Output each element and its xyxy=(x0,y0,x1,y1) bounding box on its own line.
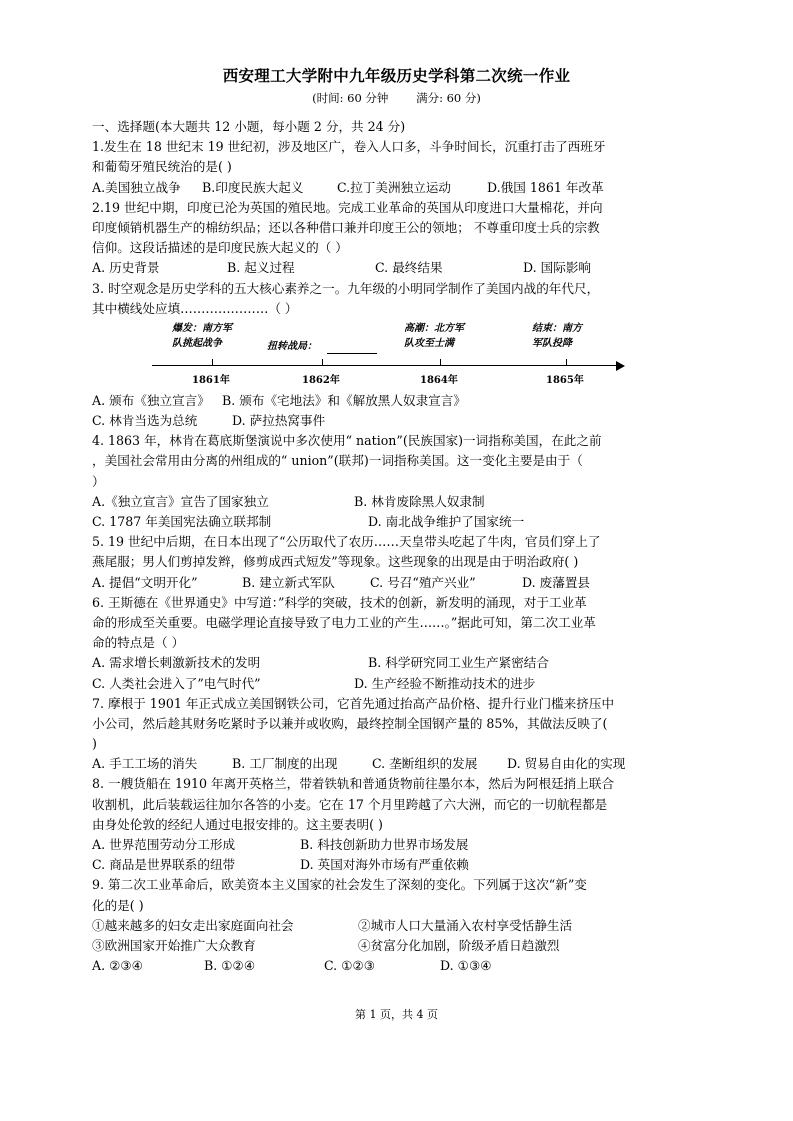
q9-item-3: ③欧洲国家开始推广大众教育 xyxy=(92,937,256,953)
timeline-year-1865: 1865年 xyxy=(546,374,584,386)
q9-options xyxy=(92,956,704,976)
q8-stem-line: 收割机，此后装载运往加尔各答的小麦。它在 17 个月里跨越了六大洲，而它的一切航程都是 xyxy=(92,796,608,812)
q9-option-a: A. ②③④ xyxy=(92,958,143,974)
q4-option-c: C. 1787 年美国宪法确立联邦制 xyxy=(92,514,272,529)
q7-stem-line: 小公司，然后趁其财务吃紧时予以兼并或收购，最终控制全国钢产量的 85%，其做法反映了( xyxy=(92,715,608,731)
q2-option-c: C. 最终结果 xyxy=(375,260,443,276)
q1-option-b: B.印度民族大起义 xyxy=(202,179,304,195)
q8-option-b: B. 科技创新助力世界市场发展 xyxy=(300,837,469,852)
q1-option-c: C.拉丁美洲独立运动 xyxy=(337,179,451,195)
q7-option-d: D. 贸易自由化的实现 xyxy=(507,756,626,772)
q5-option-d: D. 废藩置县 xyxy=(522,574,591,590)
q4-option-a: A.《独立宣言》宣告了国家独立 xyxy=(92,493,269,509)
q9-stem-line: 9. 第二次工业革命后，欧美资本主义国家的社会发生了深刻的变化。下列属于这次“新”变 xyxy=(92,877,587,893)
question-list xyxy=(92,117,704,976)
q5-options xyxy=(92,573,704,593)
q1-options xyxy=(92,178,704,198)
q9-item-1: ①越来越多的妇女走出家庭面向社会 xyxy=(92,917,294,933)
q1-stem-line: 和葡萄牙殖民统治的是( ) xyxy=(92,159,232,175)
timeline-year-1864: 1864年 xyxy=(420,374,458,386)
q5-stem-line: 5. 19 世纪中后期，在日本出现了“公历取代了农历……天皇带头吃起了牛肉，官员们穿上了 xyxy=(92,534,601,550)
timeline-label-turning: 扭转战局： xyxy=(267,340,317,352)
q1-option-a: A.美国独立战争 xyxy=(92,179,181,195)
full-score: 满分: 60 分) xyxy=(416,91,481,105)
q9-item-4: ④贫富分化加剧，阶级矛盾日趋激烈 xyxy=(358,937,560,953)
q8-option-c: C. 商品是世界联系的纽带 xyxy=(92,857,236,873)
q7-options xyxy=(92,754,704,774)
q3-option-b: B. 颁布《宅地法》和《解放黑人奴隶宣言》 xyxy=(222,392,466,408)
timeline-tick xyxy=(322,359,323,365)
q2-option-a: A. 历史背景 xyxy=(92,260,160,276)
q9-items-row2 xyxy=(92,936,704,956)
q8-options-row2 xyxy=(92,855,704,875)
q4-option-d: D. 南北战争维护了国家统一 xyxy=(368,514,525,529)
q6-stem-line: 6. 王斯德在《世界通史》中写道：”科学的突破，技术的创新，新发明的涌现，对于工业革 xyxy=(92,594,587,610)
q3-option-c: C. 林肯当选为总统 xyxy=(92,413,198,429)
timeline-blank-line xyxy=(327,353,377,354)
q6-option-b: B. 科学研究同工业生产紧密结合 xyxy=(368,655,549,671)
timeline-label-outbreak-1: 爆发：南方军 xyxy=(172,322,232,334)
q3-options-row2 xyxy=(92,411,704,431)
q2-option-d: D. 国际影响 xyxy=(523,260,592,276)
q4-options-row2 xyxy=(92,512,704,532)
q1-stem-line: 1.发生在 18 世纪末 19 世纪初，涉及地区广，卷入人口多，斗争时间长，沉重打击了西班牙 xyxy=(92,139,606,155)
q3-stem-line: 3. 时空观念是历史学科的五大核心素养之一。九年级的小明同学制作了美国内战的年代尺， xyxy=(92,280,600,296)
q5-stem-line: 燕尾服；男人们剪掉发辫，修剪成西式短发”等现象。这些现象的出现是由于明治政府( ) xyxy=(92,554,579,570)
timeline-label-end-2: 军队投降 xyxy=(532,337,572,349)
q2-stem-line: 印度倾销机器生产的棉纺织品；还以各种借口兼并印度王公的领地； 不尊重印度士兵的宗教 xyxy=(92,219,600,235)
q5-option-b: B. 建立新式军队 xyxy=(242,574,335,590)
q9-items-row1 xyxy=(92,916,704,936)
q4-stem-line: ） xyxy=(92,473,105,489)
q6-option-d: D. 生产经验不断推动技术的进步 xyxy=(354,675,536,691)
timeline-tick xyxy=(212,359,213,365)
timeline-label-end-1: 结束：南方 xyxy=(532,322,582,334)
q9-stem-line: 化的是( ) xyxy=(92,897,144,913)
q7-stem-line: ) xyxy=(92,736,97,752)
q7-option-a: A. 手工工场的消失 xyxy=(92,756,198,772)
q2-stem-line: 信仰。这段话描述的是印度民族大起义的（ ） xyxy=(92,240,348,256)
timeline-label-outbreak-2: 队挑起战争 xyxy=(172,337,222,349)
time-limit: (时间: 60 分钟 xyxy=(312,91,389,105)
timeline-label-climax-2: 队攻至士满 xyxy=(404,337,454,349)
timeline-tick xyxy=(440,359,441,365)
q6-stem-line: 命的特点是（ ） xyxy=(92,635,185,651)
timeline-year-1862: 1862年 xyxy=(302,374,340,386)
exam-info xyxy=(0,90,793,106)
section-heading: 一、选择题(本大题共 12 小题，每小题 2 分，共 24 分) xyxy=(92,119,406,134)
page-number: 第 1 页，共 4 页 xyxy=(355,1008,438,1021)
q6-option-c: C. 人类社会进入了”电气时代” xyxy=(92,675,261,691)
q4-options-row1 xyxy=(92,492,704,512)
q6-option-a: A. 需求增长刺激新技术的发明 xyxy=(92,655,261,671)
q4-option-b: B. 林肯废除黑人奴隶制 xyxy=(354,493,485,509)
q5-option-c: C. 号召“殖产兴业” xyxy=(370,574,476,590)
timeline-year-1861: 1861年 xyxy=(192,374,230,386)
q4-stem-line: ，美国社会常用由分离的州组成的“ union”(联邦)一词指称美国。这一变化主要是由于（ xyxy=(92,453,583,469)
timeline-tick xyxy=(566,359,567,365)
q7-option-c: C. 垄断组织的发展 xyxy=(372,756,478,772)
q8-stem-line: 8. 一艘货船在 1910 年离开英格兰，带着铁轨和普通货物前往墨尔本，然后为阿根廷捎上联合 xyxy=(92,776,615,792)
q6-options-row2 xyxy=(92,674,704,694)
page-title: 西安理工大学附中九年级历史学科第二次统一作业 xyxy=(222,66,571,85)
q9-item-2: ②城市人口大量涌入农村享受恬静生活 xyxy=(358,917,573,933)
q5-option-a: A. 提倡“文明开化” xyxy=(92,574,198,590)
q7-option-b: B. 工厂制度的出现 xyxy=(232,756,338,772)
q2-stem-line: 2.19 世纪中期，印度已沦为英国的殖民地。完成工业革命的英国从印度进口大量棉花，并向 xyxy=(92,199,603,215)
q3-stem-line: 其中横线处应填…………………（ ） xyxy=(92,300,298,316)
q9-option-b: B. ①②④ xyxy=(204,958,256,974)
q8-options-row1 xyxy=(92,835,704,855)
q3-option-d: D. 萨拉热窝事件 xyxy=(232,413,326,429)
q7-stem-line: 7. 摩根于 1901 年正式成立美国钢铁公司，它首先通过抬高产品价格、提升行业门槛来挤压中 xyxy=(92,695,615,711)
timeline-label-climax-1: 高潮：北方军 xyxy=(404,322,464,334)
q6-options-row1 xyxy=(92,653,704,673)
q8-option-a: A. 世界范围劳动分工形成 xyxy=(92,837,236,852)
q3-option-a: A. 颁布《独立宣言》 xyxy=(92,392,210,408)
q8-stem-line: 由身处伦敦的经纪人通过电报安排的。这主要表明( ) xyxy=(92,816,383,832)
q2-option-b: B. 起义过程 xyxy=(227,260,295,276)
civil-war-timeline xyxy=(92,321,704,389)
q2-options xyxy=(92,258,704,278)
timeline-arrow-icon xyxy=(616,361,625,371)
q4-stem-line: 4. 1863 年，林肯在葛底斯堡演说中多次使用“ nation”(民族国家)一词指称美国，在此之前 xyxy=(92,433,602,449)
timeline-axis xyxy=(152,365,618,366)
q1-option-d: D.俄国 1861 年改革 xyxy=(487,179,604,195)
q8-option-d: D. 英国对海外市场有严重依赖 xyxy=(300,857,469,873)
q3-options-row1 xyxy=(92,391,704,411)
q6-stem-line: 命的形成至关重要。电磁学理论直接导致了电力工业的产生……。”据此可知，第二次工业革 xyxy=(92,614,596,630)
q9-option-c: C. ①②③ xyxy=(324,958,376,974)
q9-option-d: D. ①③④ xyxy=(440,958,492,974)
